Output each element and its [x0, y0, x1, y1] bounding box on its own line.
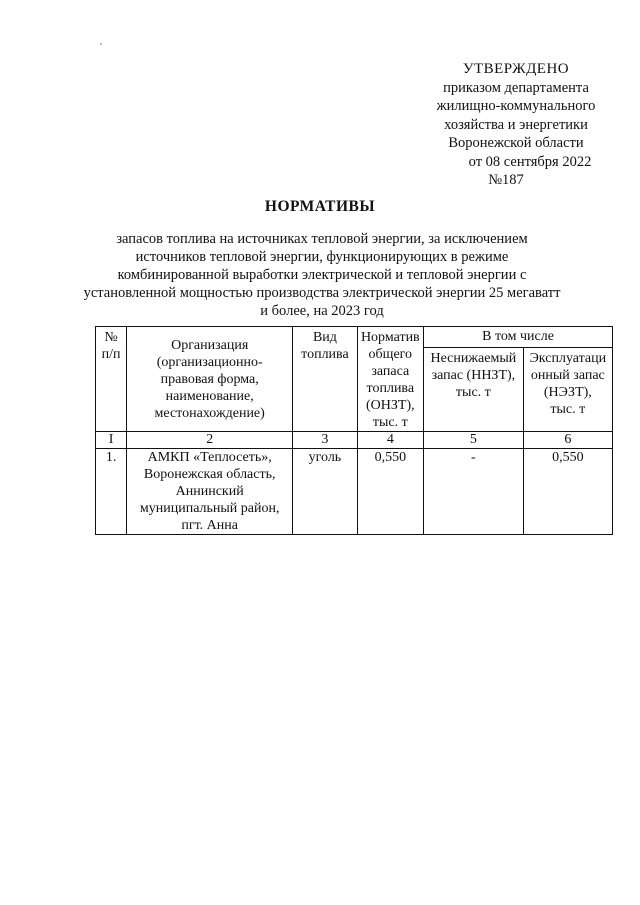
header-num: № п/п: [96, 327, 127, 432]
row-fuel-type: уголь: [293, 449, 357, 535]
approval-date: от 08 сентября 2022: [468, 153, 592, 170]
column-number: 5: [424, 432, 524, 449]
header-fuel-type: Вид топлива: [293, 327, 357, 432]
row-organization: АМКП «Теплосеть», Воронежская область, Аннинский муниципальный район, пгт. Анна: [127, 449, 293, 535]
document-title: НОРМАТИВЫ: [264, 198, 376, 215]
column-number: 6: [523, 432, 612, 449]
column-number-row: [96, 432, 613, 449]
row-onzt: 0,550: [357, 449, 423, 535]
scan-speck: [100, 43, 102, 45]
header-org: Организация (организационно- правовая форма, наименование, местонахождение): [127, 327, 293, 432]
approval-line: Воронежской области: [448, 135, 584, 151]
column-number: I: [96, 432, 127, 449]
table-row: [96, 449, 613, 535]
subtitle-line: запасов топлива на источниках тепловой энергии, за исключением: [116, 231, 528, 247]
header-nezt: Эксплуатаци онный запас (НЭЗТ), тыс. т: [523, 348, 612, 432]
header-including: В том числе: [424, 327, 613, 348]
norms-table: [95, 326, 613, 535]
approval-line: хозяйства и энергетики: [444, 116, 588, 133]
approval-line: жилищно-коммунального: [436, 98, 596, 114]
row-nnzt: -: [424, 449, 524, 535]
column-number: 4: [357, 432, 423, 449]
document-subtitle: [83, 230, 561, 320]
subtitle-line: и более, на 2023 год: [260, 303, 384, 319]
header-nnzt: Неснижаемый запас (ННЗТ), тыс. т: [424, 348, 524, 432]
header-onzt: Норматив общего запаса топлива (ОНЗТ), тыс. т: [357, 327, 423, 432]
subtitle-line: установленной мощностью производства электрической энергии 25 мегаватт: [83, 285, 561, 301]
approval-heading: УТВЕРЖДЕНО: [462, 61, 570, 77]
row-nezt: 0,550: [523, 449, 612, 535]
table-header-row: [96, 327, 613, 348]
subtitle-line: комбинированной выработки электрической и тепловой энергии с: [117, 267, 527, 283]
subtitle-line: источников тепловой энергии, функционирующих в режиме: [135, 249, 509, 265]
approval-block: [400, 60, 632, 190]
approval-number: №187: [488, 172, 524, 188]
row-number: 1.: [96, 449, 127, 535]
approval-line: приказом департамента: [443, 79, 589, 96]
column-number: 3: [293, 432, 357, 449]
column-number: 2: [127, 432, 293, 449]
